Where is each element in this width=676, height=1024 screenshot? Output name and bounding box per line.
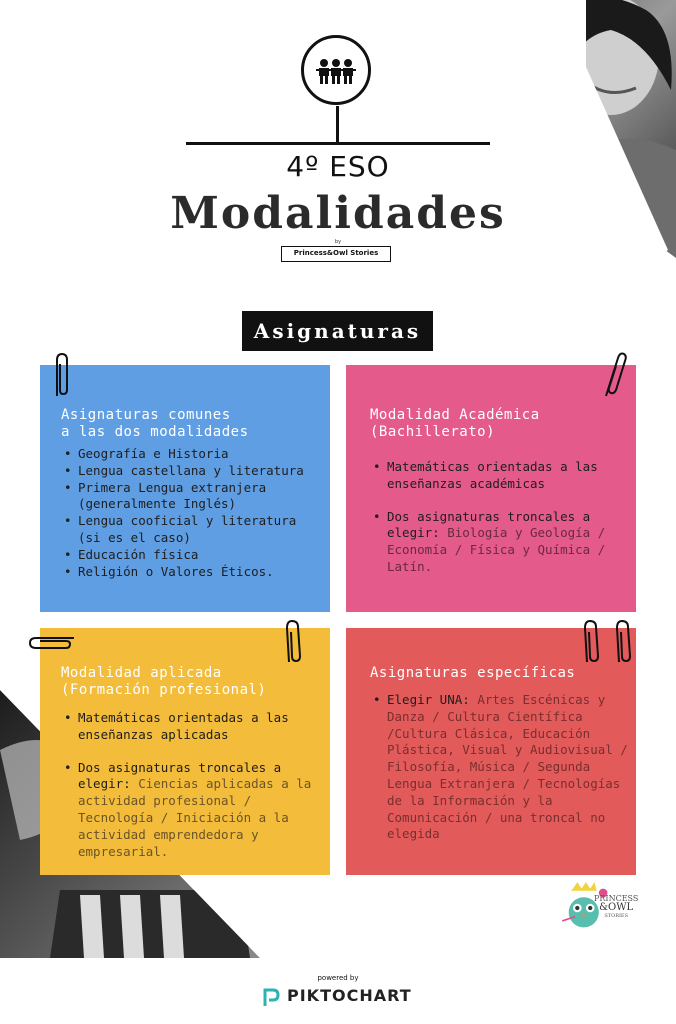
item-lead: Elegir UNA: [387,692,470,707]
powered-by-label: powered by [317,974,359,982]
list-item: • Educación física [62,547,324,564]
section-heading: Asignaturas [242,311,433,351]
piktochart-p-icon [262,987,280,1007]
list-item [371,509,633,576]
panel-title: Asignaturas comunes a las dos modalidades [61,407,249,440]
grade-heading: 4º ESO [286,150,390,183]
list-item: • Matemáticas orientadas a las enseñanzas aplicadas [62,710,324,744]
logo-stem [336,106,339,142]
common-subjects-panel [40,365,330,612]
page-title: Modalidades [170,188,506,239]
subject-list [62,446,324,580]
list-item: • Lengua cooficial y literatura (si es el caso) [62,513,324,547]
item-lead: Dos asignaturas troncales a elegir: [78,759,282,792]
subject-list [371,459,633,576]
panel-title: Modalidad aplicada (Formación profesional) [61,665,267,698]
by-label: by [334,239,342,245]
item-options: Biología y Geología / Economía / Física y Química / Latín. [387,525,606,574]
panel-title: Modalidad Académica (Bachillerato) [370,407,540,440]
paperclip-icon [282,618,306,666]
subject-list [62,710,324,860]
brand-badge: Princess&Owl Stories [281,246,391,262]
credit-line: &OWL [599,902,634,913]
list-item: • Geografía e Historia [62,446,324,463]
item-lead: Dos asignaturas troncales a elegir: [387,508,591,541]
list-item: • Religión o Valores Éticos. [62,564,324,581]
paperclip-icon [28,632,78,654]
credit-line: STORIES [604,913,629,919]
list-item: • Primera Lengua extranjera (generalmente Inglés) [62,480,324,514]
logo-badge [301,35,371,105]
subject-list [371,692,633,843]
family-group-icon [304,38,368,102]
list-item: • Lengua castellana y literatura [62,463,324,480]
paperclip-icon [52,352,72,400]
list-item [62,760,324,861]
paperclip-icon [600,350,628,400]
paperclip-icon [580,618,604,666]
academic-modality-panel [346,365,636,612]
credit-line: PRINCESS [594,894,639,903]
list-item: • Matemáticas orientadas a las enseñanzas académicas [371,459,633,493]
item-options: Artes Escénicas y Danza / Cultura Científica /Cultura Clásica, Educación Plástica, Visual y Audiovisual / Filosofía, Música / Segunda Lengua Extranjera / Tecnologías de la Información y la Comunicación / una troncal no elegida [387,692,628,842]
piktochart-brand[interactable]: PIKTOCHART [287,986,412,1005]
title-rule [186,142,490,145]
panel-title: Asignaturas específicas [370,665,576,681]
paperclip-icon [612,618,636,666]
list-item [371,692,633,843]
item-options: Ciencias aplicadas a la actividad profesional / Tecnología / Iniciación a la actividad emprendedora y empresarial. [78,776,312,859]
